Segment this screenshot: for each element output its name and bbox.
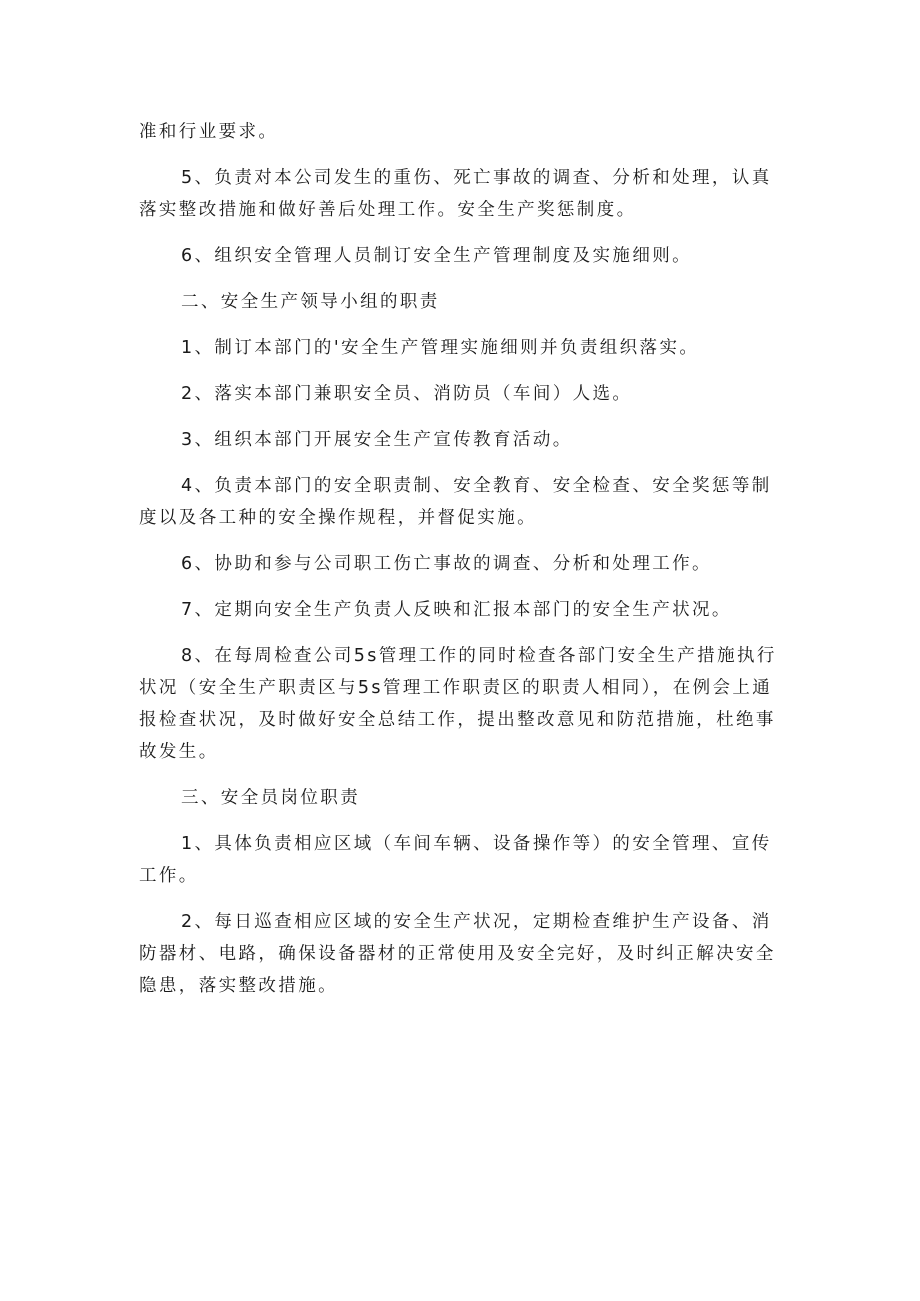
text-line: 度以及各工种的安全操作规程，并督促实施。 (139, 508, 537, 528)
p-s2-item-3 (139, 424, 783, 456)
text-line: 3、组织本部门开展安全生产宣传教育活动。 (181, 430, 573, 450)
text-line: 7、定期向安全生产负责人反映和汇报本部门的安全生产状况。 (181, 600, 732, 620)
p-item-6 (139, 240, 783, 272)
p-heading-3 (139, 782, 783, 814)
text-line: 报检查状况，及时做好安全总结工作，提出整改意见和防范措施，杜绝事 (139, 710, 776, 730)
text-line: 5、负责对本公司发生的重伤、死亡事故的调查、分析和处理，认真 (181, 168, 772, 188)
p-heading-2 (139, 286, 783, 318)
text-line: 2、每日巡查相应区域的安全生产状况，定期检查维护生产设备、消 (181, 912, 772, 932)
p-intro-tail (139, 116, 783, 148)
text-line: 6、组织安全管理人员制订安全生产管理制度及实施细则。 (181, 246, 693, 266)
text-line: 1、具体负责相应区域（车间车辆、设备操作等）的安全管理、宣传 (181, 834, 772, 854)
p-s2-item-7 (139, 594, 783, 626)
text-line: 落实整改措施和做好善后处理工作。安全生产奖惩制度。 (139, 200, 637, 220)
text-line: 二、安全生产领导小组的职责 (181, 292, 440, 312)
text-line: 1、制订本部门的'安全生产管理实施细则并负责组织落实。 (181, 338, 700, 358)
p-s3-item-2 (139, 906, 783, 1002)
p-s3-item-1 (139, 828, 783, 892)
p-item-5 (139, 162, 783, 226)
text-line: 状况（安全生产职责区与5s管理工作职责区的职责人相同），在例会上通 (139, 678, 773, 698)
text-line: 故发生。 (139, 742, 219, 762)
text-line: 准和行业要求。 (139, 122, 279, 142)
text-line: 2、落实本部门兼职安全员、消防员（车间）人选。 (181, 384, 633, 404)
text-line: 8、在每周检查公司5s管理工作的同时检查各部门安全生产措施执行 (181, 646, 777, 666)
text-line: 三、安全员岗位职责 (181, 788, 361, 808)
text-line: 隐患，落实整改措施。 (139, 976, 338, 996)
text-line: 6、协助和参与公司职工伤亡事故的调查、分析和处理工作。 (181, 554, 712, 574)
p-s2-item-4 (139, 470, 783, 534)
p-s2-item-6 (139, 548, 783, 580)
text-line: 4、负责本部门的安全职责制、安全教育、安全检查、安全奖惩等制 (181, 476, 772, 496)
p-s2-item-1 (139, 332, 783, 364)
text-line: 防器材、电路，确保设备器材的正常使用及安全完好，及时纠正解决安全 (139, 944, 776, 964)
text-line: 工作。 (139, 866, 199, 886)
p-s2-item-2 (139, 378, 783, 410)
document-body (139, 116, 783, 1016)
p-s2-item-8 (139, 640, 783, 768)
